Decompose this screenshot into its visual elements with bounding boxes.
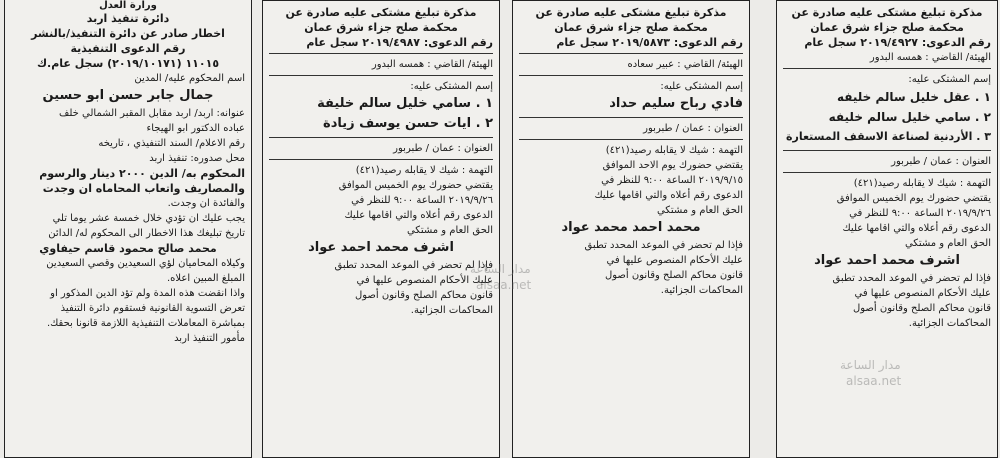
body-line: المحاكمات الجزائية. — [660, 285, 743, 296]
charge-line: التهمة : شيك لا يقابله رصيد(٤٢١) — [355, 165, 493, 176]
notice-heading: دائرة تنفيذ اربد — [86, 12, 170, 25]
divider — [519, 117, 743, 118]
watermark-url: alsaa.net — [846, 374, 902, 388]
body-line: بمباشرة المعاملات التنفيذية اللازمة قانونا بحقك. — [46, 318, 245, 329]
divider — [783, 172, 991, 173]
divider — [269, 53, 493, 54]
body-line: عليك الأحكام المنصوص عليها في — [606, 255, 743, 266]
issue-place-line: محل صدوره: تنفيذ اربد — [149, 153, 245, 164]
watermark-url: alsaa.net — [476, 278, 532, 292]
address-line: عباده الدكتور ابو الهيجاء — [146, 123, 245, 134]
hearing-date-line: ٢٠١٩/٩/٢٦ الساعة ٩:٠٠ للنظر في — [351, 195, 493, 206]
body-line: واذا انقضت هذه المدة ولم تؤد الدين المذكور او — [50, 288, 245, 299]
body-line: الدعوى رقم أعلاه والتي اقامها عليك — [594, 190, 743, 201]
body-line: يجب عليك ان تؤدي خلال خمسة عشر يوما تلي — [52, 213, 245, 224]
court-name: محكمة صلح جزاء شرق عمان — [304, 21, 458, 34]
complainant-name: محمد احمد محمد عواد — [561, 220, 701, 235]
body-line: الحق العام و مشتكي — [406, 225, 493, 236]
summons-notice-5873 — [512, 0, 750, 458]
case-label: رقم الدعوى التنفيذية — [70, 42, 186, 55]
hearing-date-line: ٢٠١٩/٩/٢٦ الساعة ٩:٠٠ للنظر في — [849, 208, 991, 219]
judge-line: الهيئة/ القاضي : عبير سعاده — [627, 59, 743, 70]
accused-label: إسم المشتكى عليه: — [908, 74, 991, 85]
body-line: قانون محاكم الصلح وقانون أصول — [604, 270, 743, 281]
accused-label: إسم المشتكى عليه: — [660, 81, 743, 92]
charge-line: التهمة : شيك لا يقابله رصيد(٤٢١) — [605, 145, 743, 156]
court-name: محكمة صلح جزاء شرق عمان — [554, 21, 708, 34]
case-number: رقم الدعوى: ٢٠١٩/٥٨٧٣ سجل عام — [556, 36, 743, 49]
divider — [269, 159, 493, 160]
summons-notice-4987 — [262, 0, 500, 458]
body-line: فإذا لم تحضر في الموعد المحدد تطبق — [584, 240, 743, 251]
divider — [783, 150, 991, 151]
execution-notice-irbid — [4, 0, 252, 458]
accused-name: ١ . سامي خليل سالم خليفة — [317, 96, 493, 111]
address-line: العنوان : عمان / طبربور — [891, 156, 991, 167]
case-number: ١١٠١٥ (٢٠١٩/١٠١٧١) سجل عام.ك — [36, 57, 220, 70]
debtor-label: اسم المحكوم عليه/ المدين — [134, 73, 245, 84]
notice-title: مذكرة تبليغ مشتكى عليه صادرة عن — [535, 6, 727, 19]
body-line: المحاكمات الجزائية. — [410, 305, 493, 316]
divider — [269, 137, 493, 138]
amount-line: والفائدة ان وجدت. — [167, 198, 245, 209]
accused-name: ٢ . سامي خليل سالم خليفه — [828, 110, 991, 124]
notice-subheading: اخطار صادر عن دائرة التنفيذ/بالنشر — [31, 27, 225, 40]
complainant-name: اشرف محمد احمد عواد — [308, 240, 454, 255]
divider — [519, 75, 743, 76]
body-line: يقتضي حضورك يوم الخميس الموافق — [338, 180, 493, 191]
case-number: رقم الدعوى: ٢٠١٩/٤٩٨٧ سجل عام — [306, 36, 493, 49]
body-line: فإذا لم تحضر في الموعد المحدد تطبق — [832, 273, 991, 284]
body-line: تعرض التسوية القانونية فستقوم دائرة التنفيذ — [60, 303, 245, 314]
body-line: تاريخ تبليغك هذا الاخطار الى المحكوم له/ الدائن — [48, 228, 245, 239]
body-line: الحق العام و مشتكي — [904, 238, 991, 249]
body-line: فإذا لم تحضر في الموعد المحدد تطبق — [334, 260, 493, 271]
lawyers-line: وكيلاه المحاميان لؤي السعيدين وقصي السعيدين — [46, 258, 245, 269]
amount-line: المحكوم به/ الدين ٢٠٠٠ دينار والرسوم — [39, 167, 245, 180]
amount-line: والمصاريف واتعاب المحاماه ان وجدت — [42, 182, 245, 195]
body-line: يقتضي حضورك يوم الخميس الموافق — [836, 193, 991, 204]
body-line: الدعوى رقم أعلاه والتي اقامها عليك — [842, 223, 991, 234]
notice-title: مذكرة تبليغ مشتكى عليه صادرة عن — [791, 6, 983, 19]
judge-line: الهيئة/ القاضي : همسه البدور — [371, 59, 493, 70]
divider — [519, 53, 743, 54]
debtor-name: جمال جابر حسن ابو حسين — [42, 88, 214, 103]
divider — [519, 139, 743, 140]
summons-notice-4927 — [776, 0, 998, 458]
accused-name: ١ . عقل خليل سالم خليفه — [836, 90, 991, 104]
notice-title: مذكرة تبليغ مشتكى عليه صادرة عن — [285, 6, 477, 19]
body-line: قانون محاكم الصلح وقانون أصول — [852, 303, 991, 314]
divider — [269, 75, 493, 76]
address-line: العنوان : عمان / طبربور — [643, 123, 743, 134]
accused-name: ٢ . ايات حسن يوسف زيادة — [323, 116, 493, 131]
charge-line: التهمة : شيك لا يقابله رصيد(٤٢١) — [853, 178, 991, 189]
body-line: المحاكمات الجزائية. — [908, 318, 991, 329]
divider — [783, 68, 991, 69]
watermark-text: مدار الساعة — [470, 262, 531, 276]
complainant-name: اشرف محمد احمد عواد — [814, 253, 960, 268]
ministry-line: ورارة العدل — [99, 0, 157, 11]
ruling-line: رقم الاعلام/ السند التنفيذي ، تاريخه — [98, 138, 245, 149]
body-line: قانون محاكم الصلح وقانون أصول — [354, 290, 493, 301]
body-line: عليك الأحكام المنصوص عليها في — [854, 288, 991, 299]
watermark-text: مدار الساعة — [840, 358, 901, 372]
body-line: عليك الأحكام المنصوص عليها في — [356, 275, 493, 286]
body-line: يقتضي حضورك يوم الاحد الموافق — [602, 160, 743, 171]
accused-label: إسم المشتكى عليه: — [410, 81, 493, 92]
address-line: عنوانه: اربد/ اربد مقابل المقبر الشمالي خلف — [59, 108, 245, 119]
body-line: الحق العام و مشتكي — [656, 205, 743, 216]
body-line: الدعوى رقم أعلاه والتي اقامها عليك — [344, 210, 493, 221]
accused-name: فادي رباح سليم حداد — [609, 96, 743, 111]
case-number: رقم الدعوى: ٢٠١٩/٤٩٢٧ سجل عام — [804, 36, 991, 49]
body-line: المبلغ المبين اعلاه. — [167, 273, 245, 284]
signature-line: مأمور التنفيذ اربد — [174, 333, 245, 344]
hearing-date-line: ٢٠١٩/٩/١٥ الساعة ٩:٠٠ للنظر في — [601, 175, 743, 186]
address-line: العنوان : عمان / طبربور — [393, 143, 493, 154]
court-name: محكمة صلح جزاء شرق عمان — [810, 21, 964, 34]
accused-name: ٣ . الأردنية لصناعة الاسقف المستعارة — [786, 130, 991, 143]
creditor-name: محمد صالح محمود قاسم حيفاوي — [39, 242, 217, 255]
judge-line: الهيئة/ القاضي : همسه البدور — [869, 52, 991, 63]
